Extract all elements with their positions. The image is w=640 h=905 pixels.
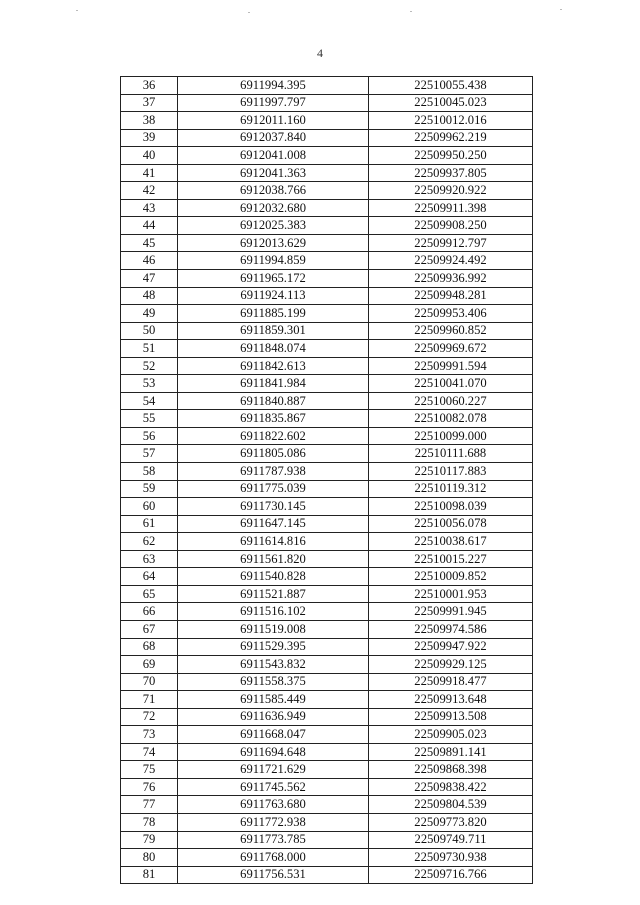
table-row <box>121 726 533 744</box>
point-number-cell: 72 <box>121 708 178 726</box>
y-coordinate-cell: 22510060.227 <box>369 392 533 410</box>
table-row <box>121 357 533 375</box>
x-coordinate-cell: 6911859.301 <box>178 322 369 340</box>
point-number-cell: 60 <box>121 498 178 516</box>
y-coordinate-cell: 22509804.539 <box>369 796 533 814</box>
x-coordinate-cell: 6911561.820 <box>178 550 369 568</box>
y-coordinate-cell: 22510038.617 <box>369 533 533 551</box>
table-row <box>121 270 533 288</box>
page-number: 4 <box>317 46 323 60</box>
table-row <box>121 164 533 182</box>
x-coordinate-cell: 6911558.375 <box>178 673 369 691</box>
x-coordinate-cell: 6911694.648 <box>178 743 369 761</box>
scan-speck <box>248 12 250 13</box>
point-number-cell: 77 <box>121 796 178 814</box>
y-coordinate-cell: 22509913.648 <box>369 691 533 709</box>
x-coordinate-cell: 6911529.395 <box>178 638 369 656</box>
table-row <box>121 445 533 463</box>
point-number-cell: 55 <box>121 410 178 428</box>
x-coordinate-cell: 6911668.047 <box>178 726 369 744</box>
table-row <box>121 287 533 305</box>
y-coordinate-cell: 22510099.000 <box>369 427 533 445</box>
table-row <box>121 761 533 779</box>
x-coordinate-cell: 6911805.086 <box>178 445 369 463</box>
y-coordinate-cell: 22510117.883 <box>369 463 533 481</box>
x-coordinate-cell: 6911835.867 <box>178 410 369 428</box>
y-coordinate-cell: 22509974.586 <box>369 620 533 638</box>
table-row <box>121 673 533 691</box>
table-row <box>121 656 533 674</box>
y-coordinate-cell: 22509969.672 <box>369 340 533 358</box>
y-coordinate-cell: 22510009.852 <box>369 568 533 586</box>
y-coordinate-cell: 22510119.312 <box>369 480 533 498</box>
table-row <box>121 77 533 95</box>
point-number-cell: 69 <box>121 656 178 674</box>
x-coordinate-cell: 6911994.395 <box>178 77 369 95</box>
point-number-cell: 54 <box>121 392 178 410</box>
y-coordinate-cell: 22509937.805 <box>369 164 533 182</box>
table-row <box>121 498 533 516</box>
x-coordinate-cell: 6912041.008 <box>178 147 369 165</box>
table-row <box>121 533 533 551</box>
y-coordinate-cell: 22509950.250 <box>369 147 533 165</box>
table-row <box>121 831 533 849</box>
table-row <box>121 603 533 621</box>
x-coordinate-cell: 6911543.832 <box>178 656 369 674</box>
point-number-cell: 41 <box>121 164 178 182</box>
table-row <box>121 112 533 130</box>
y-coordinate-cell: 22510055.438 <box>369 77 533 95</box>
scan-speck <box>76 10 78 11</box>
x-coordinate-cell: 6911842.613 <box>178 357 369 375</box>
y-coordinate-cell: 22510056.078 <box>369 515 533 533</box>
point-number-cell: 39 <box>121 129 178 147</box>
point-number-cell: 66 <box>121 603 178 621</box>
x-coordinate-cell: 6911647.145 <box>178 515 369 533</box>
y-coordinate-cell: 22510082.078 <box>369 410 533 428</box>
x-coordinate-cell: 6911840.887 <box>178 392 369 410</box>
x-coordinate-cell: 6912011.160 <box>178 112 369 130</box>
x-coordinate-cell: 6911787.938 <box>178 463 369 481</box>
point-number-cell: 76 <box>121 778 178 796</box>
y-coordinate-cell: 22509891.141 <box>369 743 533 761</box>
y-coordinate-cell: 22509929.125 <box>369 656 533 674</box>
y-coordinate-cell: 22510045.023 <box>369 94 533 112</box>
point-number-cell: 53 <box>121 375 178 393</box>
y-coordinate-cell: 22510015.227 <box>369 550 533 568</box>
x-coordinate-cell: 6911516.102 <box>178 603 369 621</box>
point-number-cell: 36 <box>121 77 178 95</box>
table-row <box>121 480 533 498</box>
y-coordinate-cell: 22509991.945 <box>369 603 533 621</box>
table-row <box>121 182 533 200</box>
scan-speck <box>560 9 562 10</box>
table-row <box>121 410 533 428</box>
point-number-cell: 59 <box>121 480 178 498</box>
table-row <box>121 568 533 586</box>
table-row <box>121 691 533 709</box>
table-row <box>121 463 533 481</box>
x-coordinate-cell: 6912041.363 <box>178 164 369 182</box>
x-coordinate-cell: 6911721.629 <box>178 761 369 779</box>
table-row <box>121 234 533 252</box>
y-coordinate-cell: 22509773.820 <box>369 813 533 831</box>
x-coordinate-cell: 6911848.074 <box>178 340 369 358</box>
table-row <box>121 199 533 217</box>
point-number-cell: 65 <box>121 585 178 603</box>
y-coordinate-cell: 22509905.023 <box>369 726 533 744</box>
point-number-cell: 51 <box>121 340 178 358</box>
table-row <box>121 778 533 796</box>
point-number-cell: 43 <box>121 199 178 217</box>
point-number-cell: 61 <box>121 515 178 533</box>
point-number-cell: 71 <box>121 691 178 709</box>
y-coordinate-cell: 22509868.398 <box>369 761 533 779</box>
point-number-cell: 56 <box>121 427 178 445</box>
table-row <box>121 813 533 831</box>
y-coordinate-cell: 22510001.953 <box>369 585 533 603</box>
point-number-cell: 80 <box>121 849 178 867</box>
x-coordinate-cell: 6911763.680 <box>178 796 369 814</box>
y-coordinate-cell: 22509924.492 <box>369 252 533 270</box>
point-number-cell: 52 <box>121 357 178 375</box>
point-number-cell: 79 <box>121 831 178 849</box>
table-row <box>121 340 533 358</box>
table-row <box>121 515 533 533</box>
table-row <box>121 620 533 638</box>
coordinates-table <box>120 76 533 884</box>
x-coordinate-cell: 6911636.949 <box>178 708 369 726</box>
table-row <box>121 129 533 147</box>
point-number-cell: 50 <box>121 322 178 340</box>
x-coordinate-cell: 6912038.766 <box>178 182 369 200</box>
y-coordinate-cell: 22509908.250 <box>369 217 533 235</box>
table-row <box>121 427 533 445</box>
point-number-cell: 73 <box>121 726 178 744</box>
table-row <box>121 375 533 393</box>
x-coordinate-cell: 6911756.531 <box>178 866 369 884</box>
y-coordinate-cell: 22509962.219 <box>369 129 533 147</box>
point-number-cell: 48 <box>121 287 178 305</box>
point-number-cell: 42 <box>121 182 178 200</box>
y-coordinate-cell: 22509936.992 <box>369 270 533 288</box>
point-number-cell: 46 <box>121 252 178 270</box>
point-number-cell: 37 <box>121 94 178 112</box>
x-coordinate-cell: 6911885.199 <box>178 305 369 323</box>
y-coordinate-cell: 22509838.422 <box>369 778 533 796</box>
point-number-cell: 45 <box>121 234 178 252</box>
y-coordinate-cell: 22509918.477 <box>369 673 533 691</box>
y-coordinate-cell: 22510098.039 <box>369 498 533 516</box>
point-number-cell: 81 <box>121 866 178 884</box>
table-row <box>121 252 533 270</box>
x-coordinate-cell: 6911822.602 <box>178 427 369 445</box>
y-coordinate-cell: 22510012.016 <box>369 112 533 130</box>
x-coordinate-cell: 6911585.449 <box>178 691 369 709</box>
y-coordinate-cell: 22509730.938 <box>369 849 533 867</box>
x-coordinate-cell: 6911768.000 <box>178 849 369 867</box>
x-coordinate-cell: 6911730.145 <box>178 498 369 516</box>
y-coordinate-cell: 22509911.398 <box>369 199 533 217</box>
y-coordinate-cell: 22509716.766 <box>369 866 533 884</box>
coordinates-table-body <box>121 77 533 884</box>
table-row <box>121 585 533 603</box>
x-coordinate-cell: 6911965.172 <box>178 270 369 288</box>
point-number-cell: 78 <box>121 813 178 831</box>
table-row <box>121 796 533 814</box>
point-number-cell: 58 <box>121 463 178 481</box>
x-coordinate-cell: 6911745.562 <box>178 778 369 796</box>
table-row <box>121 322 533 340</box>
point-number-cell: 62 <box>121 533 178 551</box>
x-coordinate-cell: 6912037.840 <box>178 129 369 147</box>
point-number-cell: 57 <box>121 445 178 463</box>
y-coordinate-cell: 22509947.922 <box>369 638 533 656</box>
point-number-cell: 38 <box>121 112 178 130</box>
x-coordinate-cell: 6911519.008 <box>178 620 369 638</box>
y-coordinate-cell: 22509948.281 <box>369 287 533 305</box>
point-number-cell: 63 <box>121 550 178 568</box>
y-coordinate-cell: 22509960.852 <box>369 322 533 340</box>
y-coordinate-cell: 22509749.711 <box>369 831 533 849</box>
x-coordinate-cell: 6911614.816 <box>178 533 369 551</box>
table-row <box>121 550 533 568</box>
x-coordinate-cell: 6911772.938 <box>178 813 369 831</box>
point-number-cell: 44 <box>121 217 178 235</box>
x-coordinate-cell: 6911997.797 <box>178 94 369 112</box>
point-number-cell: 40 <box>121 147 178 165</box>
x-coordinate-cell: 6911994.859 <box>178 252 369 270</box>
table-row <box>121 217 533 235</box>
y-coordinate-cell: 22509920.922 <box>369 182 533 200</box>
y-coordinate-cell: 22509953.406 <box>369 305 533 323</box>
x-coordinate-cell: 6911540.828 <box>178 568 369 586</box>
x-coordinate-cell: 6911773.785 <box>178 831 369 849</box>
x-coordinate-cell: 6912032.680 <box>178 199 369 217</box>
y-coordinate-cell: 22510111.688 <box>369 445 533 463</box>
y-coordinate-cell: 22509913.508 <box>369 708 533 726</box>
y-coordinate-cell: 22510041.070 <box>369 375 533 393</box>
point-number-cell: 70 <box>121 673 178 691</box>
x-coordinate-cell: 6912025.383 <box>178 217 369 235</box>
point-number-cell: 64 <box>121 568 178 586</box>
table-row <box>121 708 533 726</box>
table-row <box>121 866 533 884</box>
x-coordinate-cell: 6911924.113 <box>178 287 369 305</box>
point-number-cell: 75 <box>121 761 178 779</box>
point-number-cell: 74 <box>121 743 178 761</box>
table-row <box>121 638 533 656</box>
table-row <box>121 743 533 761</box>
x-coordinate-cell: 6912013.629 <box>178 234 369 252</box>
table-row <box>121 849 533 867</box>
y-coordinate-cell: 22509991.594 <box>369 357 533 375</box>
x-coordinate-cell: 6911841.984 <box>178 375 369 393</box>
x-coordinate-cell: 6911775.039 <box>178 480 369 498</box>
table-row <box>121 305 533 323</box>
table-row <box>121 94 533 112</box>
y-coordinate-cell: 22509912.797 <box>369 234 533 252</box>
point-number-cell: 49 <box>121 305 178 323</box>
x-coordinate-cell: 6911521.887 <box>178 585 369 603</box>
table-row <box>121 392 533 410</box>
point-number-cell: 67 <box>121 620 178 638</box>
point-number-cell: 47 <box>121 270 178 288</box>
point-number-cell: 68 <box>121 638 178 656</box>
table-row <box>121 147 533 165</box>
scan-speck <box>410 11 412 12</box>
